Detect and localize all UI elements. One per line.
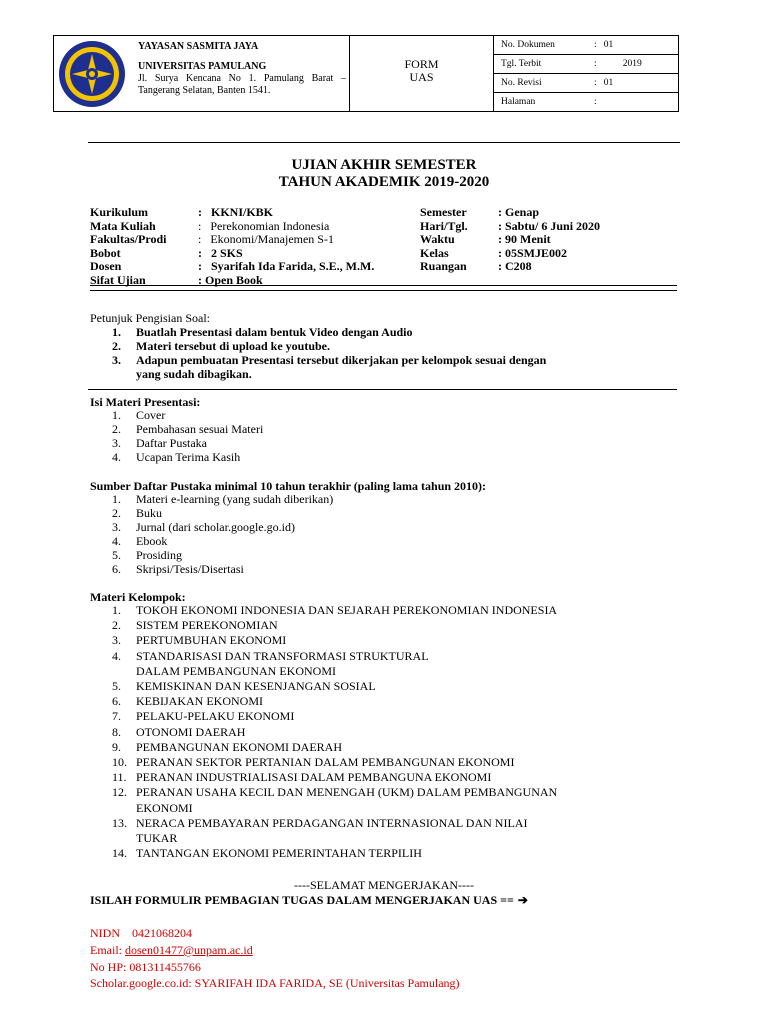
contact-block [90, 925, 460, 992]
arrow-right-icon: ➔ [517, 893, 528, 907]
nidn: NIDN 0421068204 [90, 926, 192, 940]
info-row [90, 233, 374, 247]
item-number: 12. [112, 785, 127, 800]
list-item [112, 801, 557, 816]
info-row [420, 206, 600, 220]
meta-label: Tgl. Terbit [494, 55, 587, 74]
meta-value: : [594, 97, 597, 107]
info-value: : Sabtu/ 6 Juni 2020 [498, 218, 601, 233]
info-value: : 05SMJE002 [498, 245, 567, 260]
item-number: 7. [112, 709, 121, 724]
info-row [420, 260, 600, 274]
item-text: Buatlah Presentasi dalam bentuk Video dengan Audio [136, 325, 413, 339]
content-heading: Isi Materi Presentasi: [90, 395, 201, 409]
item-text: PERANAN SEKTOR PERTANIAN DALAM PEMBANGUNAN EKONOMI [136, 755, 515, 770]
item-number: 1. [112, 408, 121, 422]
doc-meta-cell [494, 36, 679, 112]
header-divider [88, 142, 680, 143]
email-link[interactable]: dosen01477@unpam.ac.id [125, 942, 253, 957]
info-label: Dosen [90, 259, 122, 273]
item-text: Buku [136, 506, 163, 520]
info-value: : KKNI/KBK [198, 205, 274, 219]
item-number: 5. [112, 679, 121, 694]
item-number: 3. [112, 353, 121, 367]
meta-value: : 01 [587, 36, 678, 55]
info-row [420, 233, 600, 247]
item-text: EKONOMI [136, 800, 193, 815]
info-label: Kelas [420, 245, 449, 260]
item-number: 13. [112, 815, 127, 830]
scholar: Scholar.google.co.id: SYARIFAH IDA FARIDA, SE (Universitas Pamulang) [90, 976, 460, 991]
info-row [90, 247, 374, 261]
list-item [112, 831, 557, 846]
item-text: Materi tersebut di upload ke youtube. [136, 339, 331, 353]
info-value: : Genap [498, 205, 540, 219]
info-row [420, 247, 600, 261]
closing-text: ----SELAMAT MENGERJAKAN---- [293, 878, 475, 892]
info-row [90, 206, 374, 220]
list-item [112, 436, 263, 450]
list-item [112, 603, 557, 618]
item-number: 4. [112, 450, 121, 464]
item-number: 4. [112, 648, 121, 663]
references-heading: Sumber Daftar Pustaka minimal 10 tahun terakhir (paling lama tahun 2010): [90, 479, 487, 493]
meta-label: No. Dokumen [494, 36, 587, 55]
instructions-list [112, 325, 546, 381]
list-item [112, 506, 333, 520]
item-number: 1. [112, 492, 121, 506]
academic-year-title: TAHUN AKADEMIK 2019-2020 [278, 174, 490, 190]
item-text: TANTANGAN EKONOMI PEMERINTAHAN TERPILIH [136, 846, 422, 861]
list-item [112, 408, 263, 422]
list-item [112, 492, 333, 506]
list-item [112, 694, 557, 709]
list-item [112, 353, 546, 367]
list-item [112, 846, 557, 861]
course-info-right [420, 206, 600, 274]
item-text: Pembahasan sesuai Materi [136, 422, 264, 436]
info-label: Bobot [90, 245, 121, 260]
item-text: PERTUMBUHAN EKONOMI [136, 633, 287, 648]
list-item [112, 770, 557, 785]
item-text: Adapun pembuatan Presentasi tersebut dikerjakan per kelompok sesuai dengan [136, 353, 547, 367]
list-item [112, 709, 557, 724]
meta-row [494, 36, 678, 55]
form-title-cell [350, 36, 494, 112]
header-org-cell [54, 36, 350, 112]
info-label: Kurikulum [90, 205, 149, 219]
item-text: STANDARISASI DAN TRANSFORMASI STRUKTURAL [136, 648, 429, 663]
form-label: FORM [404, 57, 439, 71]
item-number: 5. [112, 548, 121, 562]
item-number: 10. [112, 755, 127, 770]
item-number: 3. [112, 436, 121, 450]
list-item [112, 339, 546, 353]
item-number: 9. [112, 739, 121, 754]
list-item [112, 664, 557, 679]
item-number: 11. [112, 770, 127, 785]
doc-meta-table [494, 36, 678, 111]
group-topics-list [112, 603, 557, 861]
info-row [90, 260, 374, 274]
item-text: DALAM PEMBANGUNAN EKONOMI [136, 663, 336, 678]
item-number: 2. [112, 506, 121, 520]
instruction-text: ISILAH FORMULIR PEMBAGIAN TUGAS DALAM MENGERJAKAN UAS == [90, 893, 514, 907]
list-item [112, 816, 557, 831]
meta-label: No. Revisi [494, 74, 587, 93]
list-item [112, 548, 333, 562]
list-item [112, 755, 557, 770]
info-row [90, 220, 374, 234]
list-item [112, 562, 333, 576]
item-number: 14. [112, 846, 127, 861]
list-item [112, 649, 557, 664]
email-line [90, 942, 460, 959]
info-label: Ruangan [420, 259, 467, 273]
content-list [112, 408, 263, 464]
item-number: 2. [112, 339, 121, 353]
item-text: Ebook [136, 534, 168, 548]
info-value: : Syarifah Ida Farida, S.E., M.M. [198, 259, 375, 273]
info-value: : C208 [498, 259, 532, 273]
item-text: TOKOH EKONOMI INDONESIA DAN SEJARAH PEREKONOMIAN INDONESIA [136, 603, 558, 617]
list-item [112, 422, 263, 436]
org-address: Jl. Surya Kencana No 1. Pamulang Barat – Tangerang Selatan, Banten 1541. [138, 73, 346, 96]
meta-label: Halaman [501, 97, 536, 107]
list-item [112, 325, 546, 339]
meta-value: : 2019 [587, 55, 678, 74]
instructions-heading: Petunjuk Pengisian Soal: [90, 311, 210, 325]
item-text: Jurnal (dari scholar.google.go.id) [136, 520, 295, 534]
group-topics-heading: Materi Kelompok: [90, 590, 186, 604]
item-number: 8. [112, 724, 121, 739]
list-item [112, 725, 557, 740]
item-text: Daftar Pustaka [136, 436, 207, 450]
list-item [112, 450, 263, 464]
org-name: YAYASAN SASMITA JAYA [138, 41, 259, 52]
course-info-left [90, 206, 374, 287]
meta-row [494, 74, 678, 93]
item-number: 6. [112, 694, 121, 709]
info-value: : Ekonomi/Manajemen S-1 [198, 232, 334, 246]
info-value: : 90 Menit [498, 232, 551, 246]
list-item [112, 367, 546, 381]
item-text: TUKAR [136, 831, 178, 846]
list-item [112, 740, 557, 755]
item-text: KEBIJAKAN EKONOMI [136, 694, 263, 709]
info-value: : Perekonomian Indonesia [198, 218, 330, 233]
org-block [138, 41, 346, 97]
meta-row [494, 55, 678, 74]
info-label: Waktu [420, 232, 455, 246]
info-row [420, 220, 600, 234]
item-text: NERACA PEMBAYARAN PERDAGANGAN INTERNASIONAL DAN NILAI [136, 815, 528, 830]
list-item [112, 618, 557, 633]
item-text: Materi e-learning (yang sudah diberikan) [136, 492, 334, 506]
exam-title: UJIAN AKHIR SEMESTER [291, 157, 477, 173]
info-value: : 2 SKS [198, 245, 243, 260]
form-instruction [90, 893, 528, 907]
info-label: Hari/Tgl. [420, 218, 468, 233]
university-name: UNIVERSITAS PAMULANG [138, 61, 267, 72]
item-text: Ucapan Terima Kasih [136, 450, 241, 464]
meta-value: : 01 [587, 74, 678, 93]
item-number: 4. [112, 534, 121, 548]
document-header [53, 35, 679, 112]
phone: No HP: 081311455766 [90, 959, 201, 974]
meta-row [494, 93, 678, 112]
list-item [112, 520, 333, 534]
list-item [112, 633, 557, 648]
item-number: 1. [112, 325, 121, 339]
item-number: 6. [112, 562, 121, 576]
double-rule-divider [90, 285, 677, 291]
info-label: Semester [420, 205, 467, 219]
info-label: Fakultas/Prodi [90, 232, 167, 246]
item-number: 3. [112, 520, 121, 534]
item-text: PEMBANGUNAN EKONOMI DAERAH [136, 739, 342, 754]
item-text: OTONOMI DAERAH [136, 724, 246, 739]
university-logo-icon [58, 40, 126, 108]
email-label: Email: [90, 942, 125, 957]
info-value: : Open Book [198, 272, 263, 287]
item-text: Prosiding [136, 548, 183, 562]
item-text: SISTEM PEREKONOMIAN [136, 618, 278, 633]
item-text: PERANAN INDUSTRIALISASI DALAM PEMBANGUNA EKONOMI [136, 770, 492, 785]
item-text: Cover [136, 408, 166, 422]
info-label: Mata Kuliah [90, 218, 156, 233]
section-divider [88, 389, 677, 390]
list-item [112, 679, 557, 694]
item-number: 1. [112, 603, 121, 617]
form-type: UAS [409, 70, 434, 84]
item-text: KEMISKINAN DAN KESENJANGAN SOSIAL [136, 679, 376, 694]
item-text: PERANAN USAHA KECIL DAN MENENGAH (UKM) DALAM PEMBANGUNAN [136, 785, 558, 800]
item-number: 2. [112, 422, 121, 436]
references-list [112, 492, 333, 576]
list-item [112, 785, 557, 800]
list-item [112, 534, 333, 548]
item-text: yang sudah dibagikan. [136, 367, 252, 381]
item-text: PELAKU-PELAKU EKONOMI [136, 709, 295, 724]
info-label: Sifat Ujian [90, 272, 146, 287]
item-number: 2. [112, 618, 121, 633]
item-number: 3. [112, 633, 121, 648]
item-text: Skripsi/Tesis/Disertasi [136, 562, 244, 576]
